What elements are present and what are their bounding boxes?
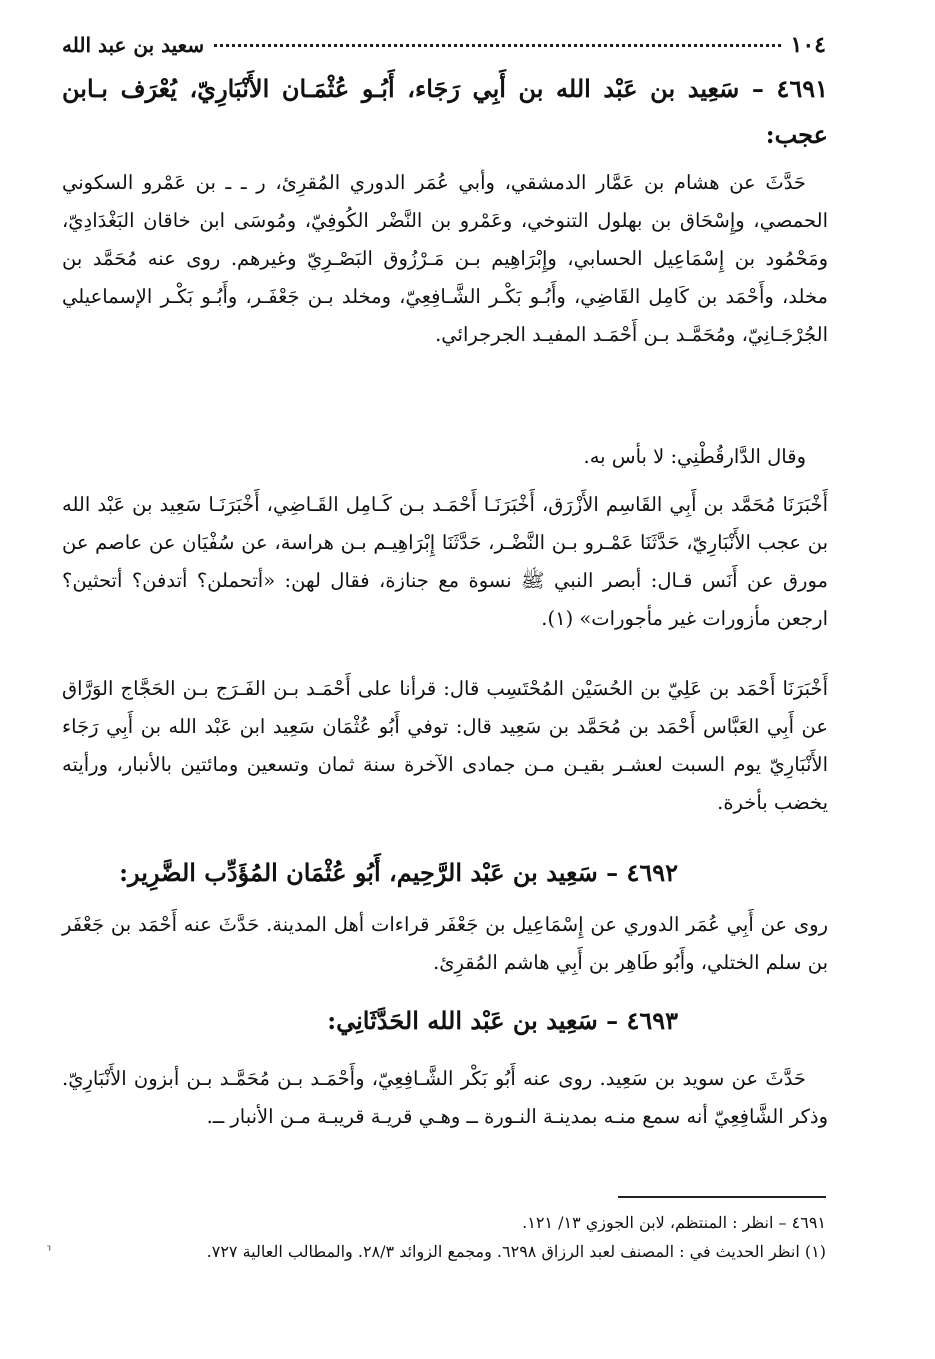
footnote-hadith-source: (١) انظر الحديث في : المصنف لعبد الرزاق ٦٢٩٨. ومجمع الزوائد ٢٨/٣. والمطالب العالية ٧٢٧. (206, 1242, 826, 1261)
paragraph: وقال الدَّارقُطْنِي: لا بأس به. (583, 445, 806, 468)
entry-4692 (62, 850, 828, 896)
entry-title: ٤٦٩٢ – سَعِيد بن عَبْد الرَّحِيم، أَبُو عُثْمَان المُؤَدِّب الضَّرِير: (119, 858, 678, 887)
page-header (62, 28, 826, 62)
footnote-entry-source: ٤٦٩١ – انظر : المنتظم، لابن الجوزي ١٣/ ١٢١. (522, 1213, 826, 1232)
paragraph: حَدَّثَ عن سويد بن سَعِيد. روى عنه أَبُو بَكْر الشَّـافِعِيّ، وأَحْمَـد بـن مُحَمَّـد بـن أبزون الأَنْبَارِيّ. وذكر الشَّافِعِيّ أنه سمع منـه بمدينـة النـورة ــ وهـي قريـة قريبـة مـن الأنبار ــ. (62, 1067, 828, 1128)
page-number: ١٠٤ (790, 32, 826, 58)
header-dotted-leader (214, 44, 780, 47)
entry-4691-paragraph-4 (62, 670, 828, 822)
paragraph: أَخْبَرَنَا أَحْمَد بن عَلِيّ بن الحُسَيْن المُحْتَسِب قال: قرأنا على أَحْمَـد بـن الفَـرَج بـن الحَجَّاج الوَرَّاق عن أَبِي العَبَّاس أَحْمَد بن مُحَمَّد بن سَعِيد قال: توفي أَبُو عُثْمَان سَعِيد ابن عَبْد الله بن أَبِي رَجَاء الأَنْبَارِيّ يوم السبت لعشـر بقيـن مـن جمادى الآخرة سنة ثمان وتسعين ومائتين بالأنبار، ورأيته يخضب بأخرة. (62, 677, 828, 814)
running-title: سعيد بن عبد الله (62, 33, 205, 57)
scan-margin-mark: ⸢ (46, 1244, 52, 1260)
paragraph: روى عن أَبِي عُمَر الدوري عن إِسْمَاعِيل بن جَعْفَر قراءات أهل المدينة. حَدَّثَ عنه أَحْمَد بن جَعْفَر بن سلم الختلي، وأَبُو طَاهِر بن أَبِي هاشم المُقرِئ. (62, 913, 828, 974)
entry-4691 (62, 66, 828, 158)
entry-4691-paragraph-2 (62, 438, 828, 476)
entry-4691-paragraph-1 (62, 164, 828, 354)
entry-title: ٤٦٩١ – سَعِيد بن عَبْد الله بن أَبِي رَجَاء، أَبُـو عُثْمَـان الأَنْبَارِيّ، يُعْرَف بـابن عجب: (62, 74, 828, 149)
paragraph: حَدَّثَ عن هشام بن عَمَّار الدمشقي، وأبي عُمَر الدوري المُقرِئ، ر ـ ـ بن عَمْرو السكوني الحمصي، وإِسْحَاق بن بهلول التنوخي، وعَمْرو بن النَّضْر الكُوفِيّ، ومُوسَى ابن خاقان البَغْدَادِيّ، ومَحْمُود بن إِسْمَاعِيل الحسابي، وإِبْرَاهِيم بـن مَـرْزُوق البَصْـرِيّ وغيرهم. روى عنه مُحَمَّد بن مخلد، وأَحْمَد بن كَامِل القَاضِي، وأَبُـو بَكْـر الشَّـافِعِيّ، ومخلد بـن جَعْفَـر، وأَبُـو بَكْـر الإسماعيلي الجُرْجَـانِيّ، ومُحَمَّـد بـن أَحْمَـد المفيـد الجرجرائي. (62, 171, 828, 346)
entry-4693 (62, 998, 828, 1044)
paragraph: أَخْبَرَنَا مُحَمَّد بن أَبِي القَاسِم الأَزْرَق، أَخْبَرَنَـا أَحْمَـد بـن كَـامِل القَـاضِي، أَخْبَرَنَـا سَعِيد بن عَبْد الله بن عجب الأَنْبَارِيّ، حَدَّثَنَا عَمْـرو بـن النَّضْـر، حَدَّثَنَا إِبْرَاهِيـم بـن هراسة، عن سُفْيَان عن عاصم عن مورق عن أَنَس قـال: أبصر النبي ﷺ نسوة مع جنازة، فقال لهن: «أتحملن؟ أتدفن؟ أتحثين؟ ارجعن مأزورات غير مأجورات» (١). (62, 493, 828, 630)
footnote-separator (618, 1196, 826, 1198)
entry-4693-paragraph-1 (62, 1060, 828, 1136)
entry-4691-paragraph-3 (62, 486, 828, 638)
entry-title: ٤٦٩٣ – سَعِيد بن عَبْد الله الحَدَّثَانِي: (327, 1006, 678, 1035)
entry-4692-paragraph-1 (62, 906, 828, 982)
footnotes (80, 1208, 826, 1266)
